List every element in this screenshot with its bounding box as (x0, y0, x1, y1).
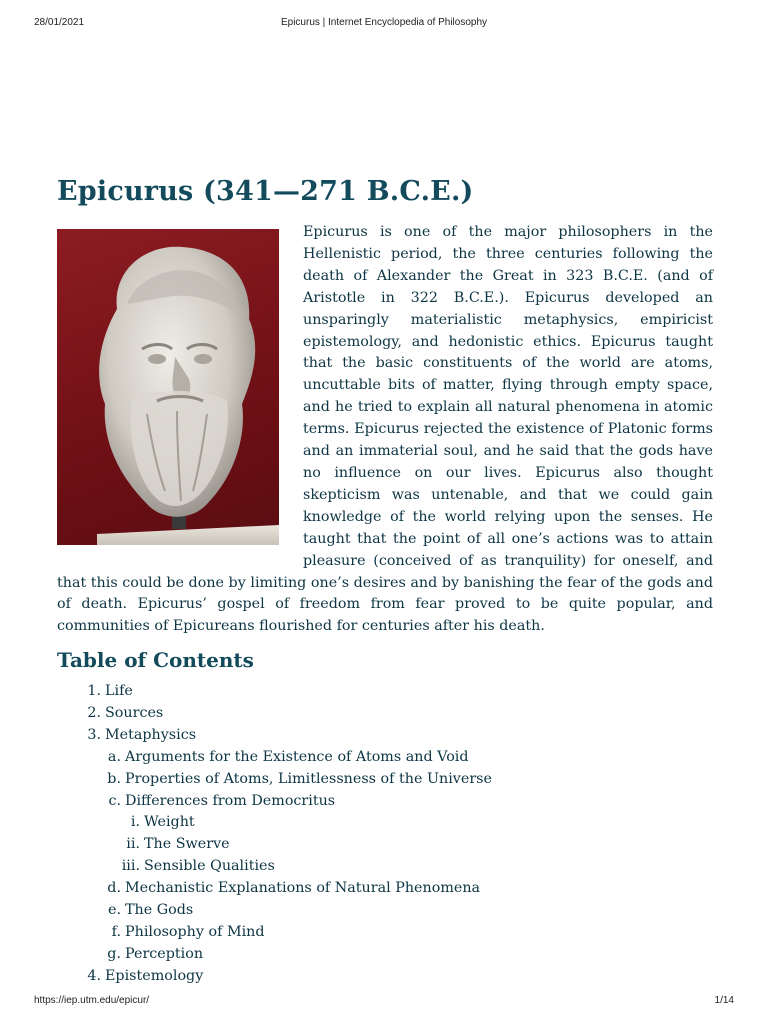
toc-item[interactable] (0, 902, 768, 924)
toc-item-number: b. (107, 770, 121, 787)
toc-item[interactable] (0, 705, 768, 727)
toc-item-number: c. (108, 792, 121, 809)
toc-item[interactable] (0, 968, 768, 990)
toc-item-number: a. (107, 748, 121, 765)
toc-item[interactable] (0, 793, 768, 815)
toc-item-link[interactable]: Weight (144, 814, 195, 831)
toc-item-number: ii. (126, 836, 140, 853)
toc-item-link[interactable]: Philosophy of Mind (125, 923, 265, 940)
toc-item[interactable] (0, 771, 768, 793)
toc-item-number: 2. (87, 704, 101, 721)
toc-item-link[interactable]: The Gods (125, 902, 194, 918)
toc-item-link[interactable]: The Swerve (144, 836, 230, 853)
toc-item-link[interactable]: Differences from Democritus (125, 792, 336, 809)
article-body (57, 222, 713, 638)
toc-item-link[interactable]: Epistemology (105, 967, 204, 984)
toc-item-link[interactable]: Perception (125, 945, 204, 962)
toc-item-number: g. (107, 945, 121, 962)
toc-item-link[interactable]: Sensible Qualities (144, 858, 275, 875)
toc-item[interactable] (0, 880, 768, 902)
toc-item[interactable] (0, 814, 768, 836)
toc-item[interactable] (0, 946, 768, 968)
toc-item-number: f. (111, 923, 121, 940)
toc-item-number: 3. (87, 726, 101, 743)
epicurus-bust-image (57, 229, 279, 545)
print-date: 28/01/2021 (34, 17, 85, 28)
bust-illustration (57, 229, 279, 545)
article-intro: Epicurus is one of the major philosophers in the Hellenistic period, the three centuries following the death of Alexander the Great in 323 B.C.E. (and of Aristotle in 322 B.C.E.). Epicurus developed an unsparingly materialistic metaphysics, empiricist epistemology, and hedonistic ethics. Epicurus taught that the basic constituents of the world are atoms, uncuttable bits of matter, flying through empty space, and he tried to explain all natural phenomena in atomic terms. Epicurus rejected the existence of Platonic forms and an immaterial soul, and he said that the gods have no influence on our lives. Epicurus also thought skepticism was untenable, and that we could gain knowledge of the world relying upon the senses. He taught that the point of all one’s actions was to attain pleasure (conceived of as tranquility) for oneself, and that this could be done by limiting one’s desires and by banishing the fear of the gods and of death. Epicurus’ gospel of freedom from fear proved to be quite popular, and communities of Epicureans flourished for centuries after his death. (57, 224, 713, 635)
toc-item-link[interactable]: Mechanistic Explanations of Natural Phenomena (125, 880, 481, 897)
print-header (0, 17, 768, 31)
toc-item[interactable] (0, 836, 768, 858)
toc-item-number: e. (107, 902, 121, 918)
print-footer (0, 995, 768, 1009)
toc-item-number: iii. (121, 858, 140, 875)
toc-item-number: 4. (87, 967, 101, 984)
toc-item-number: 1. (87, 683, 101, 699)
toc-item[interactable] (0, 727, 768, 749)
toc-item[interactable] (0, 858, 768, 880)
article-title: Epicurus (341—271 B.C.E.) (57, 176, 474, 207)
print-page-counter: 1/14 (714, 995, 734, 1006)
toc-heading: Table of Contents (57, 648, 254, 672)
toc-item-link[interactable]: Life (105, 683, 133, 699)
toc-item-link[interactable]: Properties of Atoms, Limitlessness of the Universe (125, 770, 492, 787)
toc-item-link[interactable]: Sources (105, 704, 164, 721)
toc-item[interactable] (0, 924, 768, 946)
toc-item[interactable] (0, 683, 768, 705)
toc-item[interactable] (0, 749, 768, 771)
print-url: https://iep.utm.edu/epicur/ (34, 995, 150, 1006)
toc-item-number: d. (107, 880, 121, 897)
toc-item-number: i. (130, 814, 140, 831)
toc-item-link[interactable]: Arguments for the Existence of Atoms and Void (125, 748, 469, 765)
print-page-title: Epicurus | Internet Encyclopedia of Philosophy (280, 17, 488, 28)
toc-item-link[interactable]: Metaphysics (105, 726, 197, 743)
